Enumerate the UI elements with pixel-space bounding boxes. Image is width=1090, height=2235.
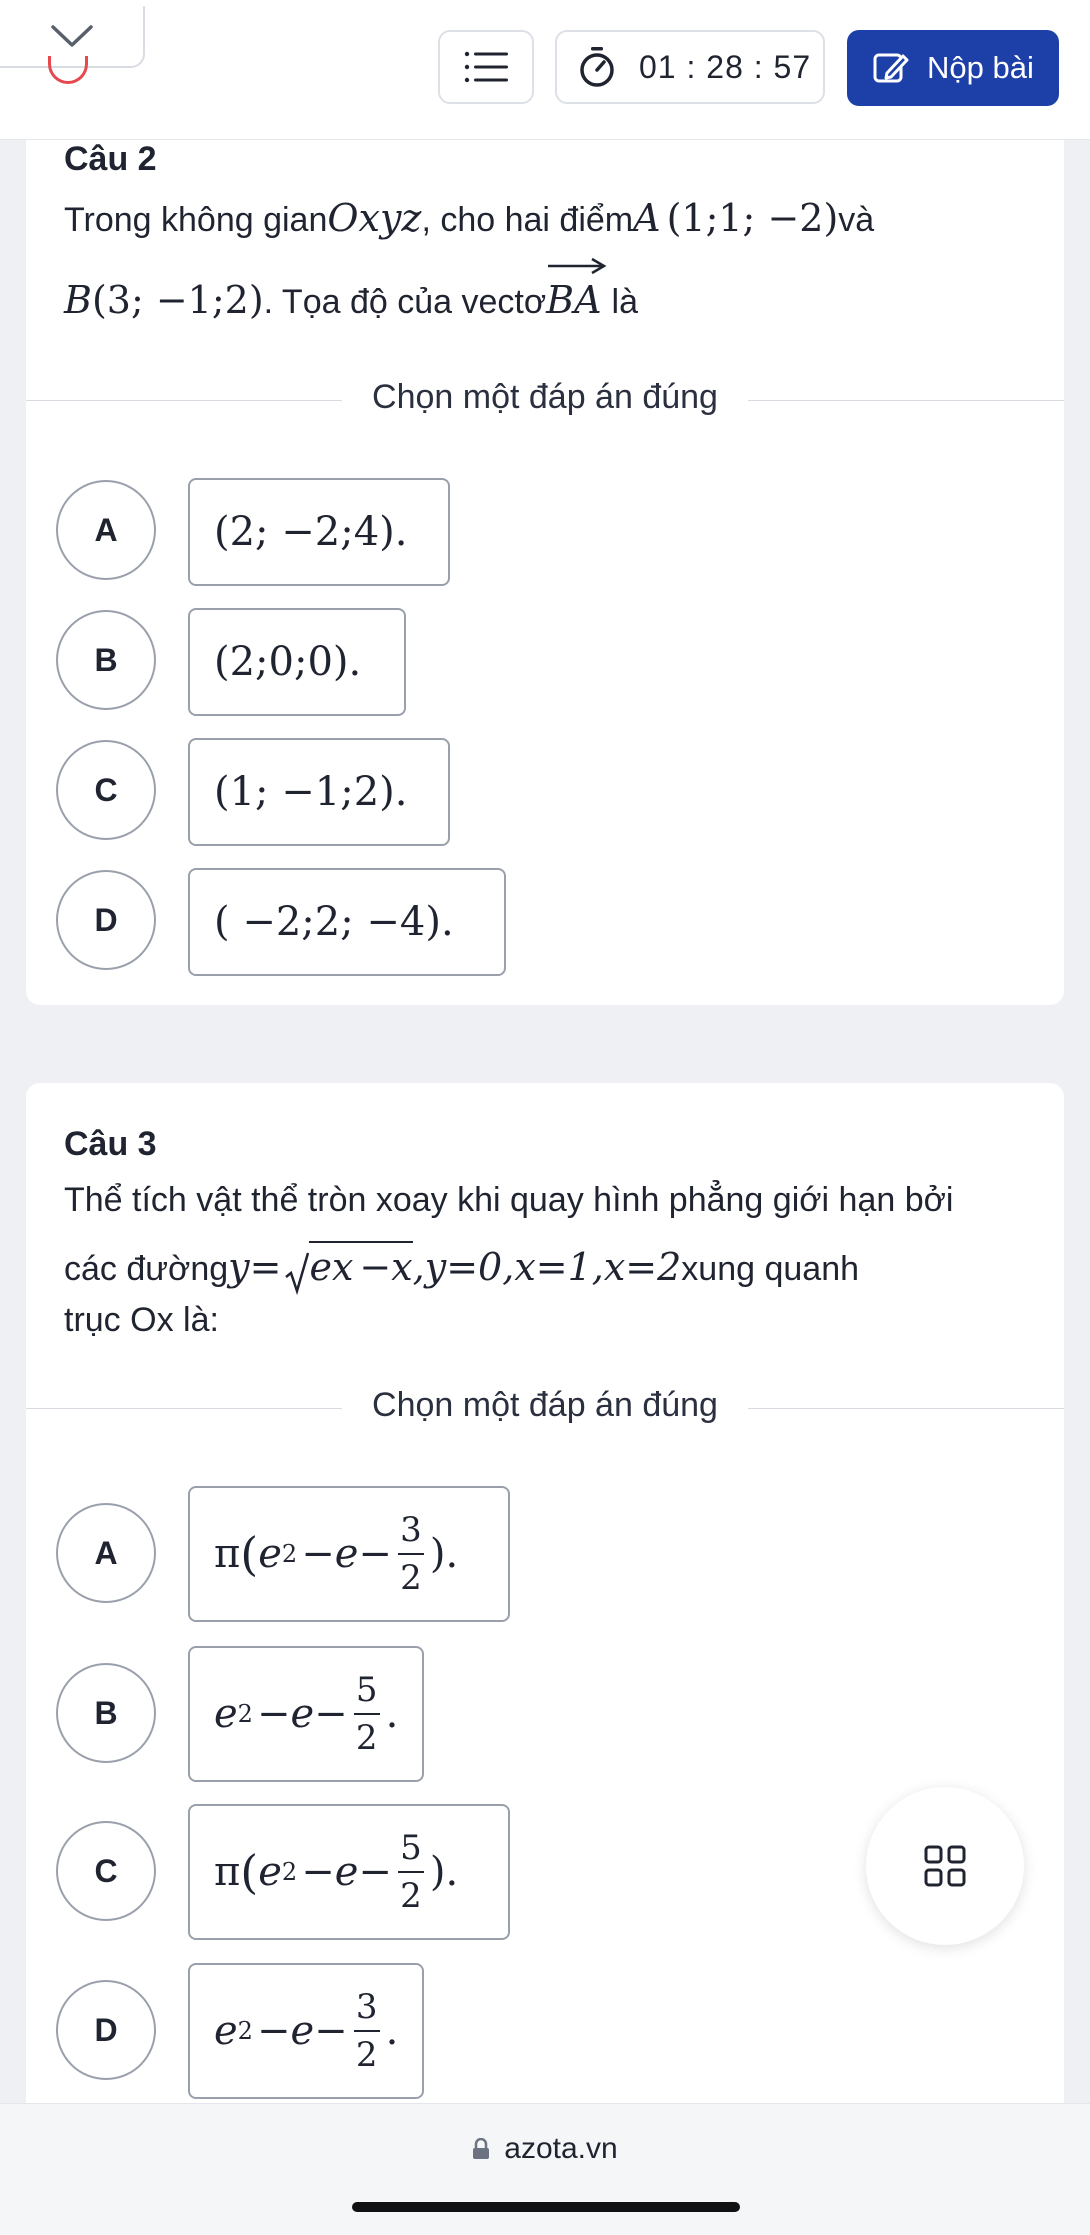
progress-arc: [48, 56, 88, 84]
text-span: . Tọa độ của vectơ: [263, 283, 547, 321]
option-answer[interactable]: e 2 −e− $\frac{5}{2}$ .: [188, 1646, 424, 1782]
math-span: −e−: [256, 1691, 348, 1737]
question-text-line-2: [64, 1241, 859, 1289]
fraction: [354, 1988, 380, 2074]
option-value: (1; −1;2).: [214, 769, 408, 815]
edit-icon: [873, 51, 909, 85]
timer-value: 01 : 28 : 57: [639, 48, 812, 85]
option-answer[interactable]: [188, 608, 406, 716]
math-span: −e−: [301, 1531, 392, 1577]
countdown-timer: [555, 30, 825, 104]
closing: .: [385, 1691, 399, 1737]
option-answer[interactable]: e 2 −e− $\frac{3}{2}$ .: [188, 1963, 424, 2099]
choose-one-text: Chọn một đáp án đúng: [342, 1386, 748, 1424]
lock-icon: [472, 2138, 490, 2160]
fraction: [398, 1511, 424, 1597]
text-span: , cho hai điểm: [421, 201, 634, 239]
pi-symbol: π: [214, 1849, 241, 1895]
url-text: azota.vn: [504, 2132, 618, 2165]
chevron-down-icon: [51, 24, 93, 48]
option-letter[interactable]: C: [56, 740, 156, 840]
pi-symbol: π: [214, 1531, 241, 1577]
option-answer[interactable]: [188, 478, 450, 586]
math-span: (1;1; −2): [666, 196, 839, 240]
question-list-button[interactable]: [438, 30, 534, 104]
math-span: e: [258, 1849, 282, 1895]
choose-one-label: [26, 378, 1064, 417]
submit-button[interactable]: [847, 30, 1059, 106]
option-letter[interactable]: A: [56, 480, 156, 580]
math-span: =: [249, 1245, 282, 1289]
fraction-numerator: 5: [400, 1828, 422, 1868]
math-span: Oxyz: [327, 196, 422, 240]
math-span: BA: [546, 278, 602, 322]
text-span: Trong không gian: [64, 201, 328, 239]
home-indicator[interactable]: [352, 2202, 740, 2212]
math-span: A: [633, 196, 661, 240]
math-span: e: [258, 1531, 282, 1577]
grid-icon: [924, 1845, 966, 1887]
text-span: và: [838, 201, 875, 239]
math-span: e: [214, 2008, 238, 2054]
sqrt-sign-icon: [285, 1251, 309, 1295]
closing: ).: [429, 1531, 459, 1577]
question-text-line-1: [64, 196, 874, 240]
stopwatch-icon: [577, 46, 617, 88]
math-span: (3; −1;2): [91, 278, 264, 322]
menu-list-icon: [464, 50, 508, 84]
option-answer[interactable]: π ( e 2 −e− $\frac{3}{2}$ ).: [188, 1486, 510, 1622]
option-letter[interactable]: D: [56, 870, 156, 970]
fraction: [354, 1671, 380, 1757]
option-letter[interactable]: B: [56, 1663, 156, 1763]
choose-one-text: Chọn một đáp án đúng: [342, 378, 748, 416]
option-letter[interactable]: C: [56, 1821, 156, 1921]
fraction-denominator: 2: [355, 2035, 378, 2075]
math-span: y: [228, 1245, 250, 1289]
question-card-3: [26, 1083, 1064, 2103]
math-span: ,y=0,x=1,x=2: [412, 1245, 682, 1289]
question-text-line-1: Thể tích vật thể tròn xoay khi quay hình phẳng giới hạn bởi: [64, 1181, 954, 1219]
vector-notation: [546, 278, 601, 322]
top-bar: [0, 0, 1090, 140]
fraction-denominator: 2: [400, 1876, 422, 1916]
option-letter[interactable]: A: [56, 1503, 156, 1603]
math-span: −e−: [301, 1849, 392, 1895]
option-answer[interactable]: [188, 868, 506, 976]
fraction: [398, 1829, 424, 1915]
math-span: B: [64, 278, 92, 322]
option-answer[interactable]: π ( e 2 −e− $\frac{5}{2}$ ).: [188, 1804, 510, 1940]
question-text-line-3: trục Ox là:: [64, 1301, 219, 1339]
math-span: e: [214, 1691, 238, 1737]
question-title: Câu 3: [64, 1125, 157, 1163]
sqrt-radicand: e x −x: [309, 1241, 412, 1289]
fraction-denominator: 2: [355, 1718, 378, 1758]
fraction-numerator: 3: [355, 1987, 378, 2027]
option-letter[interactable]: B: [56, 610, 156, 710]
question-grid-button[interactable]: [866, 1787, 1024, 1945]
closing: ).: [429, 1849, 459, 1895]
text-span: là: [611, 283, 638, 321]
option-value: (2; −2;4).: [214, 509, 408, 555]
browser-bottom-bar: [0, 2103, 1090, 2235]
submit-label: Nộp bài: [927, 50, 1034, 85]
question-card-2: [26, 100, 1064, 1005]
fraction-numerator: 3: [400, 1510, 422, 1550]
vector-arrow-icon: [546, 256, 608, 276]
math-span: −e−: [256, 2008, 348, 2054]
option-letter[interactable]: D: [56, 1980, 156, 2080]
option-value: ( −2;2; −4).: [214, 899, 454, 945]
fraction-numerator: 5: [355, 1670, 378, 1710]
text-span: các đường: [64, 1250, 229, 1288]
option-value: (2;0;0).: [214, 639, 362, 685]
text-span: xung quanh: [681, 1250, 860, 1288]
closing: .: [385, 2008, 399, 2054]
choose-one-label: [26, 1386, 1064, 1425]
url-bar[interactable]: [0, 2132, 1090, 2166]
fraction-denominator: 2: [400, 1558, 422, 1598]
math-span: e: [309, 1245, 332, 1289]
question-title: Câu 2: [64, 140, 157, 178]
math-span: −x: [359, 1245, 413, 1289]
question-text-line-2: [64, 278, 638, 322]
option-answer[interactable]: [188, 738, 450, 846]
